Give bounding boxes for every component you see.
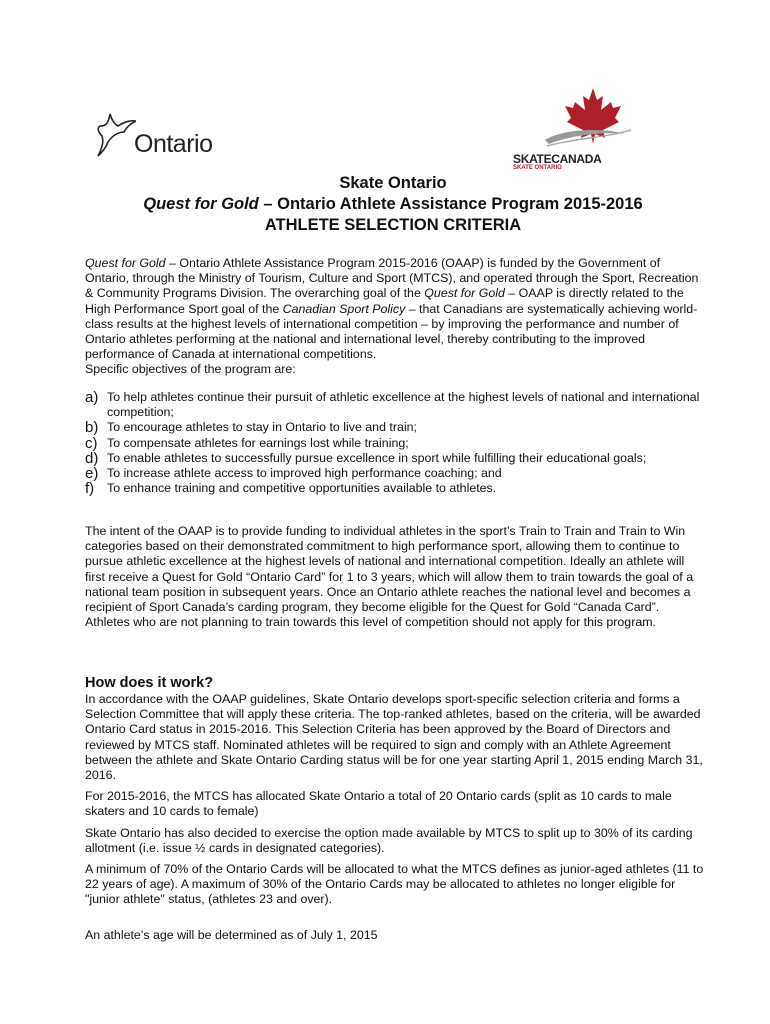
- list-marker: b): [85, 419, 99, 437]
- title-org: Skate Ontario: [339, 174, 447, 192]
- how-paragraph-1: In accordance with the OAAP guidelines, Skate Ontario develops sport-specific selection criteria and forms a Selection Committee that will apply these criteria. The top-ranked athletes, based on the criteria, will be awarded Ontario Card status in 2015-2016. This Selection Criteria has been approved by the Board of Directors and reviewed by MTCS staff. Nominated athletes will be required to sign and comply with an Athlete Agreement between the athlete and Skate Ontario Carding status will be for one year starting April 1, 2015 ending March 31, 2016.: [85, 692, 703, 783]
- maple-leaf-icon: [535, 88, 645, 150]
- how-heading: How does it work?: [85, 675, 214, 691]
- list-item: [85, 451, 705, 466]
- intro-italic-3: Canadian Sport Policy: [282, 301, 406, 316]
- ontario-logo: [96, 112, 226, 162]
- list-item: [85, 390, 705, 420]
- list-marker: c): [85, 434, 98, 452]
- how-paragraph-4: A minimum of 70% of the Ontario Cards will be allocated to what the MTCS defines as junior-aged athletes (11 to 22 years of age). A maximum of 30% of the Ontario Cards may be allocated to athletes no longer eligible for "junior athlete" status, (athletes 23 and over).: [85, 862, 704, 907]
- skate-canada-wordmark: SKATECANADA: [513, 152, 602, 166]
- list-marker: a): [85, 389, 99, 406]
- title-program-rest: – Ontario Athlete Assistance Program 2015-2016: [258, 195, 643, 213]
- intro-italic-1: Quest for Gold: [85, 256, 166, 270]
- list-item: [85, 436, 705, 451]
- skate-canada-logo: [513, 88, 645, 173]
- intro-text-1: – Ontario Athlete Assistance Program 2015-2016 (OAAP) is funded by the Government of Ontario, through the Ministry of Tourism, Culture and Sport (MTCS), and operated through the Sport, Recreation & Community Programs Division. The overarching goal of the: [85, 256, 699, 301]
- list-marker: e): [85, 465, 99, 483]
- intro-text-2: – OAAP is directly related to the High Performance Sport goal of the: [85, 286, 684, 316]
- how-paragraph-3: Skate Ontario has also decided to exercise the option made available by MTCS to split up to 30% of its carding allotment (i.e. issue ½ cards in designated categories).: [85, 825, 693, 855]
- list-item: [85, 420, 705, 435]
- list-text: To compensate athletes for earnings lost while training;: [107, 435, 409, 450]
- ontario-wordmark: Ontario: [134, 130, 213, 158]
- list-item: [85, 466, 705, 481]
- list-text: To increase athlete access to improved high performance coaching; and: [107, 466, 502, 481]
- how-paragraph-5: An athlete’s age will be determined as of July 1, 2015: [85, 927, 378, 942]
- list-text: To help athletes continue their pursuit of athletic excellence at the highest levels of national and international competition;: [107, 390, 700, 420]
- title-criteria: ATHLETE SELECTION CRITERIA: [264, 216, 522, 234]
- list-text: To enable athletes to successfully pursue excellence in sport while fulfilling their educational goals;: [107, 450, 647, 465]
- list-text: To enhance training and competitive opportunities available to athletes.: [107, 481, 497, 496]
- intro-italic-2: Quest for Gold: [424, 286, 505, 301]
- title-program-italic: Quest for Gold: [143, 195, 259, 213]
- objectives-intro: Specific objectives of the program are:: [85, 362, 296, 377]
- list-marker: d): [85, 449, 99, 467]
- title-program: [0, 194, 770, 215]
- list-marker: f): [85, 480, 95, 498]
- list-item: [85, 481, 705, 496]
- intro-text-3: – that Canadians are systematically achieving world-class results at the highest levels of international competition – by improving the performance and number of Ontario athletes performing at the national and international level, thereby contributing to the improved performance of Canada at international competitions.: [85, 301, 698, 362]
- objectives-list: [85, 390, 705, 496]
- how-paragraph-2: For 2015-2016, the MTCS has allocated Skate Ontario a total of 20 Ontario cards (split as 10 cards to male skaters and 10 cards to female): [85, 789, 672, 819]
- how-section: [85, 692, 705, 943]
- document-title: [0, 173, 770, 236]
- intro-paragraph: [85, 256, 705, 378]
- list-text: To encourage athletes to stay in Ontario to live and train;: [107, 420, 417, 435]
- skate-ontario-wordmark: SKATE ONTARIO: [513, 165, 562, 171]
- trillium-icon: [96, 112, 136, 158]
- intent-paragraph: The intent of the OAAP is to provide funding to individual athletes in the sport’s Train to Train and Train to Win categories based on their demonstrated commitment to high performance sport, allowing them to continue to pursue athletic excellence at the highest levels of national and international competition. Ideally an athlete will first receive a Quest for Gold “Ontario Card” for 1 to 3 years, which will allow them to train towards the goal of a national team position in subsequent years. Once an Ontario athlete reaches the national level and becomes a recipient of Sport Canada’s carding program, they become eligible for the Quest for Gold “Canada Card”. Athletes who are not planning to train towards this level of competition should not apply for this program.: [85, 524, 694, 630]
